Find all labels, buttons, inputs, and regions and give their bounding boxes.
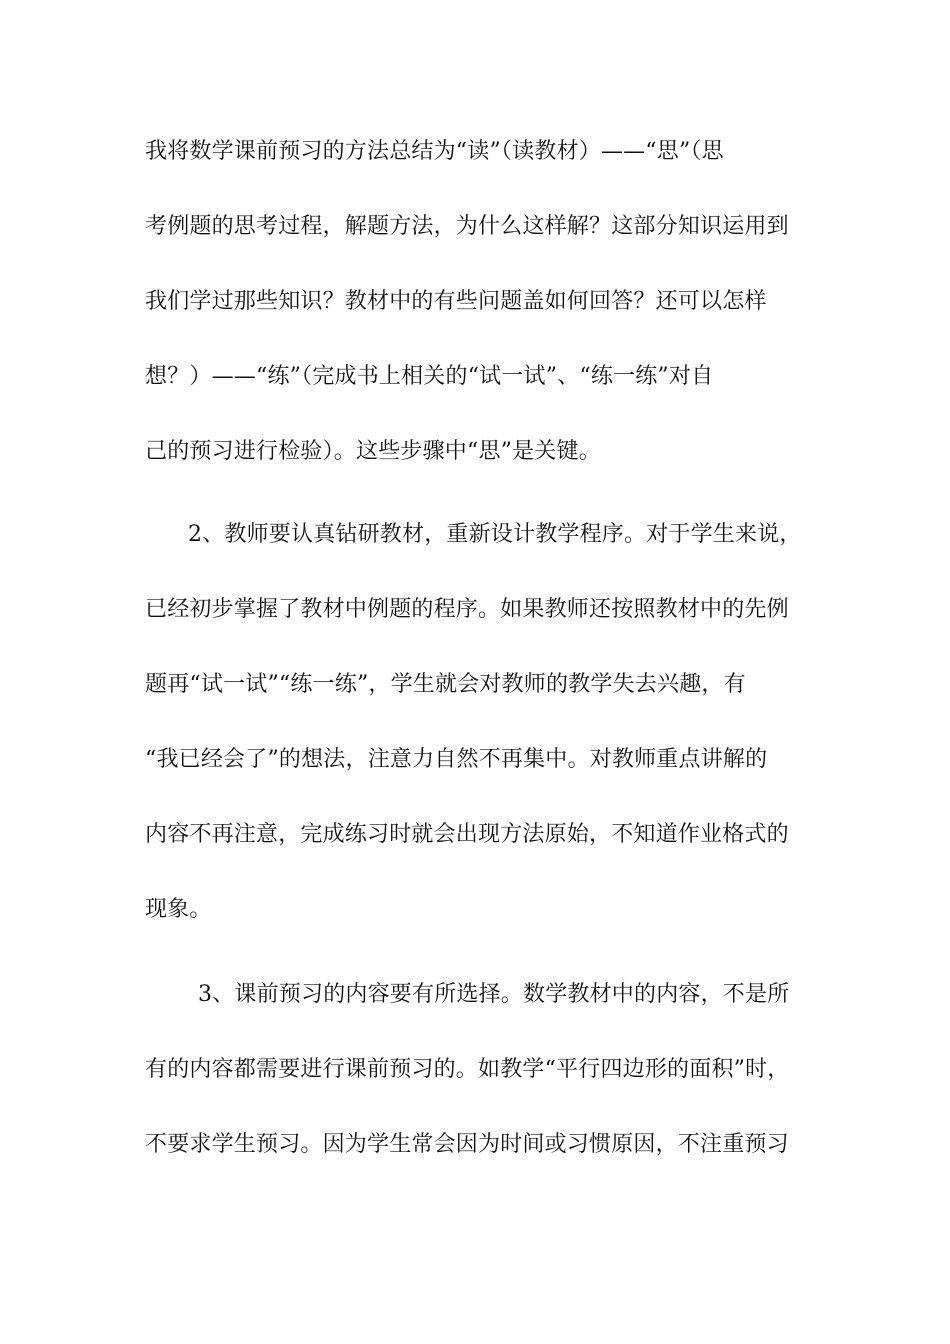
paragraph-2-line-3: 题再“试一试”“练一练”，学生就会对教师的教学失去兴趣，有 (145, 672, 746, 697)
paragraph-1-line-3: 我们学过那些知识？教材中的有些问题盖如何回答？还可以怎样 (145, 289, 767, 314)
paragraph-1-line-4: 想？）——“练”（完成书上相关的“试一试”、“练一练”对自 (145, 364, 714, 389)
paragraph-2-line-5: 内容不再注意，完成练习时就会出现方法原始，不知道作业格式的 (145, 822, 789, 847)
paragraph-2-line-1: 2、教师要认真钻研教材，重新设计教学程序。对于学生来说， (188, 522, 802, 547)
paragraph-2-line-2: 已经初步掌握了教材中例题的程序。如果教师还按照教材中的先例 (145, 597, 789, 622)
paragraph-3-line-3: 不要求学生预习。因为学生常会因为时间或习惯原因，不注重预习 (145, 1132, 789, 1157)
paragraph-1-line-5: 己的预习进行检验）。这些步骤中“思”是关键。 (145, 439, 601, 464)
paragraph-3-line-1: 3、课前预习的内容要有所选择。数学教材中的内容，不是所 (198, 982, 790, 1007)
paragraph-2-line-4: “我已经会了”的想法，注意力自然不再集中。对教师重点讲解的 (145, 747, 768, 772)
paragraph-1-line-2: 考例题的思考过程，解题方法，为什么这样解？这部分知识运用到 (145, 214, 789, 239)
paragraph-3-line-2: 有的内容都需要进行课前预习的。如教学“平行四边形的面积”时， (145, 1057, 790, 1082)
paragraph-1-line-1: 我将数学课前预习的方法总结为“读”（读教材）——“思”（思 (145, 139, 724, 164)
paragraph-2-line-6: 现象。 (145, 897, 212, 922)
